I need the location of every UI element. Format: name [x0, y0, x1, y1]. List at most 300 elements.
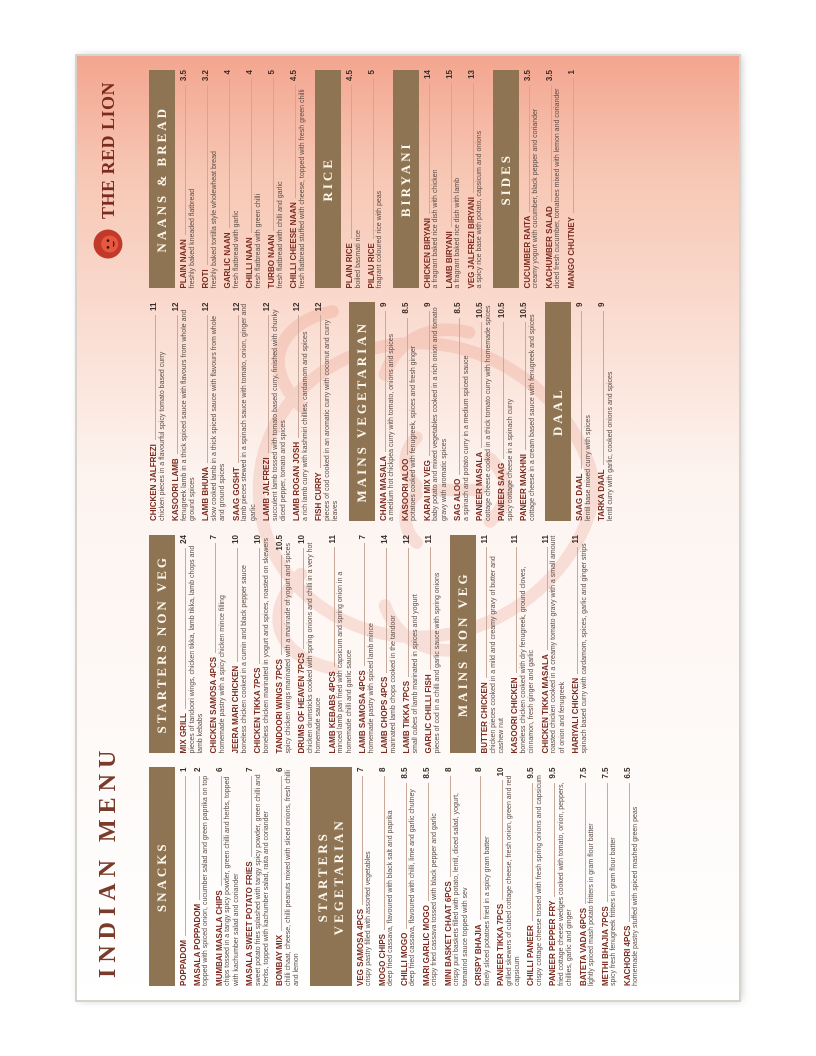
leader-line: [406, 783, 407, 929]
menu-item: [444, 768, 470, 987]
menu-item-row: [292, 303, 302, 522]
menu-item-name: CHILLI CHEESE NAAN: [288, 202, 298, 289]
menu-item-row: [345, 70, 355, 289]
menu-item-description: finely sliced potatoes fried in a spicy gram batter: [483, 836, 491, 986]
menu-item-name: MASALA SWEET POTATO FRIES: [244, 861, 254, 986]
leader-line: [207, 85, 208, 265]
menu-item-name: LAMB CHOPS 4PCS: [380, 676, 390, 754]
menu-item-name: CHANA MASALA: [378, 455, 388, 521]
menu-item-row: [422, 768, 432, 987]
menu-item-name: GARLIC CHILLI FISH: [424, 674, 434, 754]
menu-item-name: PANEER TIKKA 7PCS: [496, 903, 505, 986]
menu-item: [526, 768, 544, 987]
menu-item-name: TARKA DAAL: [597, 469, 607, 521]
menu-item-name: BOMBAY MIX: [275, 934, 285, 986]
leader-line: [430, 547, 431, 670]
menu-item-price: 7: [244, 767, 254, 772]
leader-line: [408, 548, 409, 677]
menu-item-price: 11: [571, 535, 581, 544]
menu-item-row: [597, 303, 607, 522]
menu-item-name: MASALA POPPADOM: [192, 903, 202, 986]
menu-item-name: VEG SAMOSA 4PCS: [355, 908, 365, 986]
menu-item-price: 10.5: [475, 302, 485, 319]
menu-item-description: pieces of tandoori wings, chicken tikka, lamb tikka, lamb chops and lamb kebabs: [188, 545, 204, 754]
leader-line: [547, 547, 548, 650]
menu-item-name: LAMB SAMOSA 4PCS: [358, 670, 368, 754]
menu-item-row: [548, 768, 558, 987]
menu-item-name: TURBO NAAN: [266, 234, 276, 289]
menu-item-description: lentil base mixed curry with spices: [584, 415, 592, 521]
menu-item-row: [223, 70, 233, 289]
leader-line: [177, 315, 178, 454]
menu-item: [422, 768, 440, 987]
menu-item-price: 11: [480, 535, 489, 544]
menu-item-description: potatoes cooked with fenugreek, spices and fresh ginger: [410, 345, 418, 521]
menu-item: [548, 768, 574, 987]
menu-item: [179, 535, 205, 754]
menu-item-price: 12: [231, 302, 241, 312]
menu-item-description: chicken pieces cooked in a mild and creamy gravy of butter and cashew nut: [489, 556, 505, 754]
leader-line: [429, 83, 430, 214]
leader-line: [603, 311, 604, 466]
leader-line: [221, 776, 222, 886]
menu-item-row: [400, 768, 410, 987]
menu-item: [267, 70, 285, 289]
menu-item-row: [245, 70, 255, 289]
menu-item: [201, 70, 219, 289]
menu-item-price: 12: [314, 302, 324, 312]
menu-item-price: 12: [201, 302, 211, 312]
menu-item: [314, 303, 340, 522]
menu-item-row: [424, 535, 434, 754]
menu-section: [349, 303, 537, 522]
menu-item-name: SAAG GOSHT: [231, 467, 241, 521]
menu-item-row: [475, 303, 485, 522]
menu-item-description: slow cooked lamb in a thick spiced sauce with flavours from whole and ground spices: [210, 315, 227, 521]
menu-item-row: [289, 70, 299, 289]
menu-item-row: [423, 70, 433, 289]
menu-item-name: KACHUMBER SALAD: [544, 206, 554, 289]
menu-item-row: [545, 70, 555, 289]
menu-item-name: PANEER SAAG: [497, 462, 507, 521]
menu-item-name: SAAG DAAL: [575, 473, 585, 521]
leader-line: [298, 315, 299, 437]
menu-item-row: [623, 768, 633, 987]
menu-item-row: [444, 768, 454, 987]
menu-item-price: 11: [327, 535, 337, 544]
menu-item-row: [601, 768, 611, 987]
menu-item-price: 10: [231, 535, 241, 544]
menu-item-price: 10: [253, 535, 263, 544]
menu-item-row: [314, 303, 324, 522]
menu-item-price: 8: [443, 767, 453, 772]
menu-item: [519, 303, 537, 522]
menu-item-row: [179, 70, 189, 289]
menu-item: [367, 70, 385, 289]
menu-item-name: LAMB TIKKA 7PCS: [402, 680, 412, 754]
section-title: STARTERS VEGETARIAN: [310, 768, 352, 987]
menu-item-row: [193, 768, 203, 987]
menu-column: [149, 70, 725, 289]
menu-item-name: PANEER MAKHNI: [519, 454, 529, 521]
menu-item-row: [575, 303, 585, 522]
menu-item-row: [253, 535, 263, 754]
menu-section: [149, 70, 307, 289]
menu-title: INDIAN MENU: [95, 744, 121, 978]
leader-line: [386, 548, 387, 673]
section-title: SIDES: [493, 70, 519, 289]
menu-item-price: 5: [266, 70, 276, 75]
leader-line: [273, 78, 274, 230]
menu-item-name: CHICKEN TIKKA 7PCS: [253, 667, 263, 754]
menu-item-name: KASOORI ALOO: [400, 458, 410, 521]
menu-item: [245, 70, 263, 289]
menu-item-description: a rich lamb curry with kashmiri chillies, cardamom and spices: [302, 331, 310, 521]
menu-item-row: [245, 768, 255, 987]
leader-line: [185, 85, 186, 235]
menu-item: [149, 303, 167, 522]
menu-item-price: 9: [422, 302, 432, 307]
menu-item-description: homemade pastry with a spicy chicken mince filling: [218, 595, 226, 754]
menu-item: [623, 768, 641, 987]
menu-item-name: LAMB BIRYANI: [444, 231, 454, 289]
menu-item-description: creamy yogurt with cucumber, black pepper and coriander: [532, 108, 540, 289]
menu-item: [579, 768, 597, 987]
menu-section: [450, 535, 589, 754]
menu-item: [453, 303, 471, 522]
menu-item-description: homemade pastry stuffed with spiced mashed green peas: [632, 806, 640, 986]
menu-item-row: [179, 768, 189, 987]
menu-item-description: lightly spiced mash potato fritters in gram flour batter: [588, 823, 596, 986]
leader-line: [581, 311, 582, 469]
leader-line: [407, 318, 408, 455]
menu-item-description: a medium hot chickpea curry with tomato, onions and spices: [388, 333, 396, 521]
menu-item-price: 11: [540, 535, 550, 544]
menu-item-description: deep fried cassava, flavoured with black salt and paprika: [387, 810, 395, 986]
menu-item-price: 3.2: [200, 70, 210, 82]
menu-item-price: 10.5: [275, 535, 285, 551]
menu-item-name: PANEER MASALA: [475, 451, 485, 521]
menu-item-price: 9: [378, 302, 388, 307]
menu-item-price: 7: [355, 767, 365, 772]
menu-item-price: 4.5: [288, 70, 298, 82]
leader-line: [577, 547, 578, 673]
section-title: DAAL: [545, 303, 571, 522]
menu-item: [402, 535, 420, 754]
menu-item-price: 7.5: [578, 767, 588, 779]
leader-line: [529, 85, 530, 212]
menu-item-description: cottage cheese in a cream based sauce with fenugreek and spices: [528, 314, 536, 521]
menu-item-row: [328, 535, 338, 754]
menu-item-row: [149, 303, 159, 522]
menu-item-name: MIX GRILL: [179, 713, 188, 754]
leader-line: [334, 547, 335, 667]
menu-item-name: BATETA VADA 6PCS: [578, 907, 588, 986]
menu-item-row: [467, 70, 477, 289]
menu-item-price: 14: [380, 535, 390, 544]
lion-head-icon: [91, 227, 125, 261]
section-title: BIRYANI: [393, 70, 419, 289]
menu-item: [567, 70, 577, 289]
menu-item: [245, 768, 271, 987]
leader-line: [251, 776, 252, 857]
menu-item-row: [378, 768, 388, 987]
menu-item-price: 14: [422, 70, 432, 79]
menu-item-description: small cubes of lamb marinated in spices and yogurt: [411, 594, 419, 754]
menu-item-name: CHILLI MOGO: [399, 932, 409, 986]
menu-header: [77, 56, 147, 1000]
menu-item-description: spicy fresh fenugreek fritters in gram flour batter: [610, 837, 618, 986]
menu-item: [601, 768, 619, 987]
menu-item-name: KACHORI 4PCS: [622, 925, 632, 986]
menu-item-row: [201, 303, 211, 522]
leader-line: [362, 776, 363, 905]
menu-item-row: [275, 535, 285, 754]
menu-item: [480, 535, 506, 754]
leader-line: [185, 776, 186, 936]
menu-section: [149, 535, 442, 754]
menu-item-price: 8.5: [399, 767, 409, 779]
menu-item-price: 6: [214, 767, 224, 772]
menu-item: [232, 303, 258, 522]
menu-item-name: CUCUMBER RAITA: [522, 215, 532, 289]
menu-item-name: PANEER PEPPER FRY: [548, 900, 558, 986]
menu-item-row: [367, 70, 377, 289]
menu-item-row: [510, 535, 520, 754]
leader-line: [303, 548, 304, 649]
menu-item-price: 12: [402, 535, 412, 544]
brand-name: THE RED LION: [97, 82, 118, 220]
menu-item-price: 9.5: [548, 767, 558, 779]
menu-item: [253, 535, 271, 754]
menu-item-row: [402, 535, 412, 754]
menu-item-row: [497, 303, 507, 522]
menu-item-description: topped with spiced onion, cucumber salad and green paprika on top: [202, 775, 210, 986]
menu-item: [445, 70, 463, 289]
leader-line: [215, 543, 216, 652]
menu-item-name: VEG JALFREZI BIRYANI: [466, 197, 476, 289]
menu-item-row: [519, 303, 529, 522]
menu-section: [149, 768, 302, 987]
menu-item-description: grilled skewers of cubed cottage cheese, fresh onion, green and red capsicum: [505, 775, 521, 986]
section-title: RICE: [315, 70, 341, 289]
menu-item-row: [380, 535, 390, 754]
menu-item: [467, 70, 485, 289]
menu-item-description: boneless chicken cooked with dry fenugreek, ground cloves, cinnamon, fresh ginger and garlic: [519, 566, 536, 754]
section-title: STARTERS NON VEG: [149, 535, 175, 754]
menu-item-row: [445, 70, 455, 289]
menu-section: [493, 70, 577, 289]
menu-item-description: crispy pastry filled with assorted vegetables: [365, 851, 373, 986]
menu-item-row: [231, 535, 241, 754]
leader-line: [373, 78, 374, 239]
menu-item-description: freshly baked kneaded flatbread: [188, 188, 196, 289]
menu-section: [393, 70, 485, 289]
menu-item-row: [453, 303, 463, 522]
menu-item-name: KASOORI LAMB: [170, 458, 180, 521]
menu-item-description: fresh flatbread with chilli and garlic: [276, 181, 284, 289]
menu-item-name: CHICKEN SAMOSA 4PCS: [209, 656, 219, 754]
menu-item-description: baby potato and mixed vegetables cooked in a rich onion and tomato gravy with aromatic spices: [432, 307, 448, 521]
menu-item-row: [541, 535, 551, 754]
menu-item-row: [526, 768, 536, 987]
menu-item-description: fresh flatbread with green chilli: [254, 193, 262, 289]
menu-item-description: a spinach and potato curry in a medium spiced sauce: [462, 355, 470, 521]
menu-item-name: GARLIC NAAN: [222, 232, 232, 289]
menu-item-name: LAMB KEBABS 4PCS: [327, 671, 337, 754]
menu-column: [149, 535, 725, 754]
menu-item-price: 8.5: [421, 767, 431, 779]
menu-item: [400, 768, 418, 987]
menu-item: [424, 535, 442, 754]
menu-item-row: [267, 70, 277, 289]
menu-item-name: MINI BASKET CHAAT 6PCS: [443, 881, 453, 986]
menu-item-price: 8: [474, 767, 484, 772]
menu-item-name: METHI BHAJIA 7PCS: [600, 906, 610, 986]
section-title: MAINS VEGETARIAN: [349, 303, 375, 522]
menu-item-description: pieces of cod cooked in an aromatic curry with coconut and curry leaves: [324, 319, 340, 521]
menu-item-name: JEERA MARI CHICKEN: [231, 665, 241, 754]
leader-line: [503, 322, 504, 459]
menu-item-description: lentil curry with garlic, cooked onions and spices: [606, 371, 614, 521]
leader-line: [450, 776, 451, 877]
menu-item-row: [480, 535, 490, 754]
menu-item: [523, 70, 541, 289]
menu-section: [310, 768, 641, 987]
menu-item-price: 9: [575, 302, 585, 307]
menu-item: [345, 70, 363, 289]
menu-item-price: 10: [297, 535, 307, 544]
leader-line: [607, 783, 608, 903]
leader-line: [429, 311, 430, 456]
leader-line: [199, 776, 200, 900]
menu-item: [358, 535, 376, 754]
menu-item-price: 10.5: [497, 302, 507, 319]
leader-line: [237, 548, 238, 662]
menu-item: [541, 535, 567, 754]
leader-line: [532, 783, 533, 922]
leader-line: [229, 78, 230, 228]
menu-item-name: MARI GARLIC MOGO: [421, 905, 431, 986]
menu-item-description: fenugreek lamb in a thick spiced sauce with flavours from whole and ground spices: [180, 309, 196, 521]
leader-line: [516, 547, 517, 673]
menu-item: [209, 535, 227, 754]
menu-item-price: 9.5: [526, 767, 536, 779]
menu-item-description: roasted chicken cooked in a creamy tomato gravy with a small amount of onion and fenugreek: [550, 535, 566, 754]
menu-item-description: homemade pastry with spiced lamb mince: [367, 623, 375, 754]
menu-item: [275, 535, 293, 754]
menu-item-description: boiled basmati rice: [354, 230, 362, 289]
menu-item-name: KASOORI CHICKEN: [510, 677, 520, 754]
menu-item-name: DRUMS OF HEAVEN 7PCS: [297, 652, 307, 754]
menu-column: [149, 768, 725, 987]
menu-item: [423, 70, 441, 289]
menu-item-name: MOGO CHIPS: [377, 933, 387, 986]
menu-item-price: 7: [358, 535, 368, 540]
menu-item: [328, 535, 354, 754]
menu-item-description: fried cottage cheese wedges cooked with tomato, onion, peppers, chillies, garlic and ginger: [557, 782, 574, 986]
menu-item-description: lamb pieces stewed in a spinach sauce with tomato, onion, ginger and garlic: [241, 303, 257, 521]
leader-line: [364, 543, 365, 666]
menu-section: [545, 303, 615, 522]
menu-item: [475, 303, 493, 522]
menu-item-name: MANGO CHUTNEY: [566, 216, 576, 289]
leader-line: [554, 783, 555, 897]
menu-item-price: 10: [496, 767, 505, 777]
menu-item-name: PLAIN NAAN: [179, 239, 188, 289]
leader-line: [585, 783, 586, 904]
menu-item: [262, 303, 288, 522]
menu-item-price: 12: [292, 302, 302, 312]
leader-line: [428, 783, 429, 901]
menu-item-description: fresh flatbread with garlic: [232, 210, 240, 289]
menu-item-row: [379, 303, 389, 522]
menu-item: [201, 303, 227, 522]
menu-item-description: chicken drumsticks cooked with spring onions and chilli in a very hot homemade sauce: [306, 542, 323, 754]
menu-item-description: crispy puri baskets filled with potato, lentil, diced salad, yogurt, tamarind sauce topped with sev: [453, 793, 469, 986]
menu-item-price: 11: [510, 535, 520, 544]
menu-item-price: 5: [366, 70, 376, 75]
menu-item-price: 4.5: [344, 70, 354, 82]
menu-item: [571, 535, 589, 754]
menu-item: [401, 303, 419, 522]
menu-item-price: 8.5: [453, 302, 463, 314]
menu-item-price: 12: [262, 302, 272, 312]
menu-item-row: [567, 70, 577, 289]
menu-item: [289, 70, 307, 289]
menu-item-description: chicken pieces in a flavourful spicy tomato based curry: [158, 351, 166, 521]
menu-item: [179, 70, 197, 289]
menu-item-row: [401, 303, 411, 522]
menu-item-description: deep fried cassava, flavoured with chilli, lime and garlic chutney: [409, 789, 417, 986]
menu-item-name: HARIYALI CHICKEN: [571, 677, 581, 754]
menu-item-price: 1: [179, 767, 188, 772]
menu-item-name: ROTI: [200, 269, 210, 289]
menu-item-name: CHILLI PANEER: [526, 925, 536, 986]
menu-item-description: spicy cottage cheese in a spinach curry: [506, 398, 514, 521]
leader-line: [251, 78, 252, 233]
leader-line: [480, 776, 481, 920]
menu-item: [474, 768, 492, 987]
menu-item: [292, 303, 310, 522]
leader-line: [481, 322, 482, 448]
menu-item-name: PILAU RICE: [366, 243, 376, 289]
menu-item: [597, 303, 615, 522]
menu-item-description: sweet potato fries splashed with tangy spicy powder, green chilli and herbs, topped with kachumber salad, raita and coriander: [254, 774, 270, 986]
leader-line: [185, 548, 186, 709]
menu-item-name: KARAI MIX VEG: [422, 460, 432, 521]
leader-line: [207, 315, 208, 462]
menu-item-description: spinach based curry with cardamom, spices, garlic and ginger strips: [580, 543, 588, 754]
leader-line: [259, 548, 260, 664]
leader-line: [384, 776, 385, 930]
leader-line: [351, 85, 352, 239]
menu-item-row: [209, 535, 219, 754]
leader-line: [473, 83, 474, 193]
leader-line: [238, 315, 239, 463]
leader-line: [629, 783, 630, 922]
menu-item-name: FISH CURRY: [314, 472, 324, 521]
menu-item-description: spicy chicken wings marinated with a marinade of yogurt and spices: [284, 543, 292, 754]
menu-item-row: [358, 535, 368, 754]
menu-item-price: 12: [170, 302, 180, 312]
menu-item-description: minced lamb pan fried with capsicum and spring onion in a homemade chilli and garlic sauce: [337, 571, 353, 754]
menu-item-name: POPPADOM: [179, 939, 188, 986]
menu-item-description: boneless chicken cooked in a cumin and black pepper sauce: [240, 565, 248, 754]
menu-item-name: LAMB ROGAN JOSH: [292, 441, 302, 521]
menu-item: [379, 303, 397, 522]
leader-line: [295, 85, 296, 198]
